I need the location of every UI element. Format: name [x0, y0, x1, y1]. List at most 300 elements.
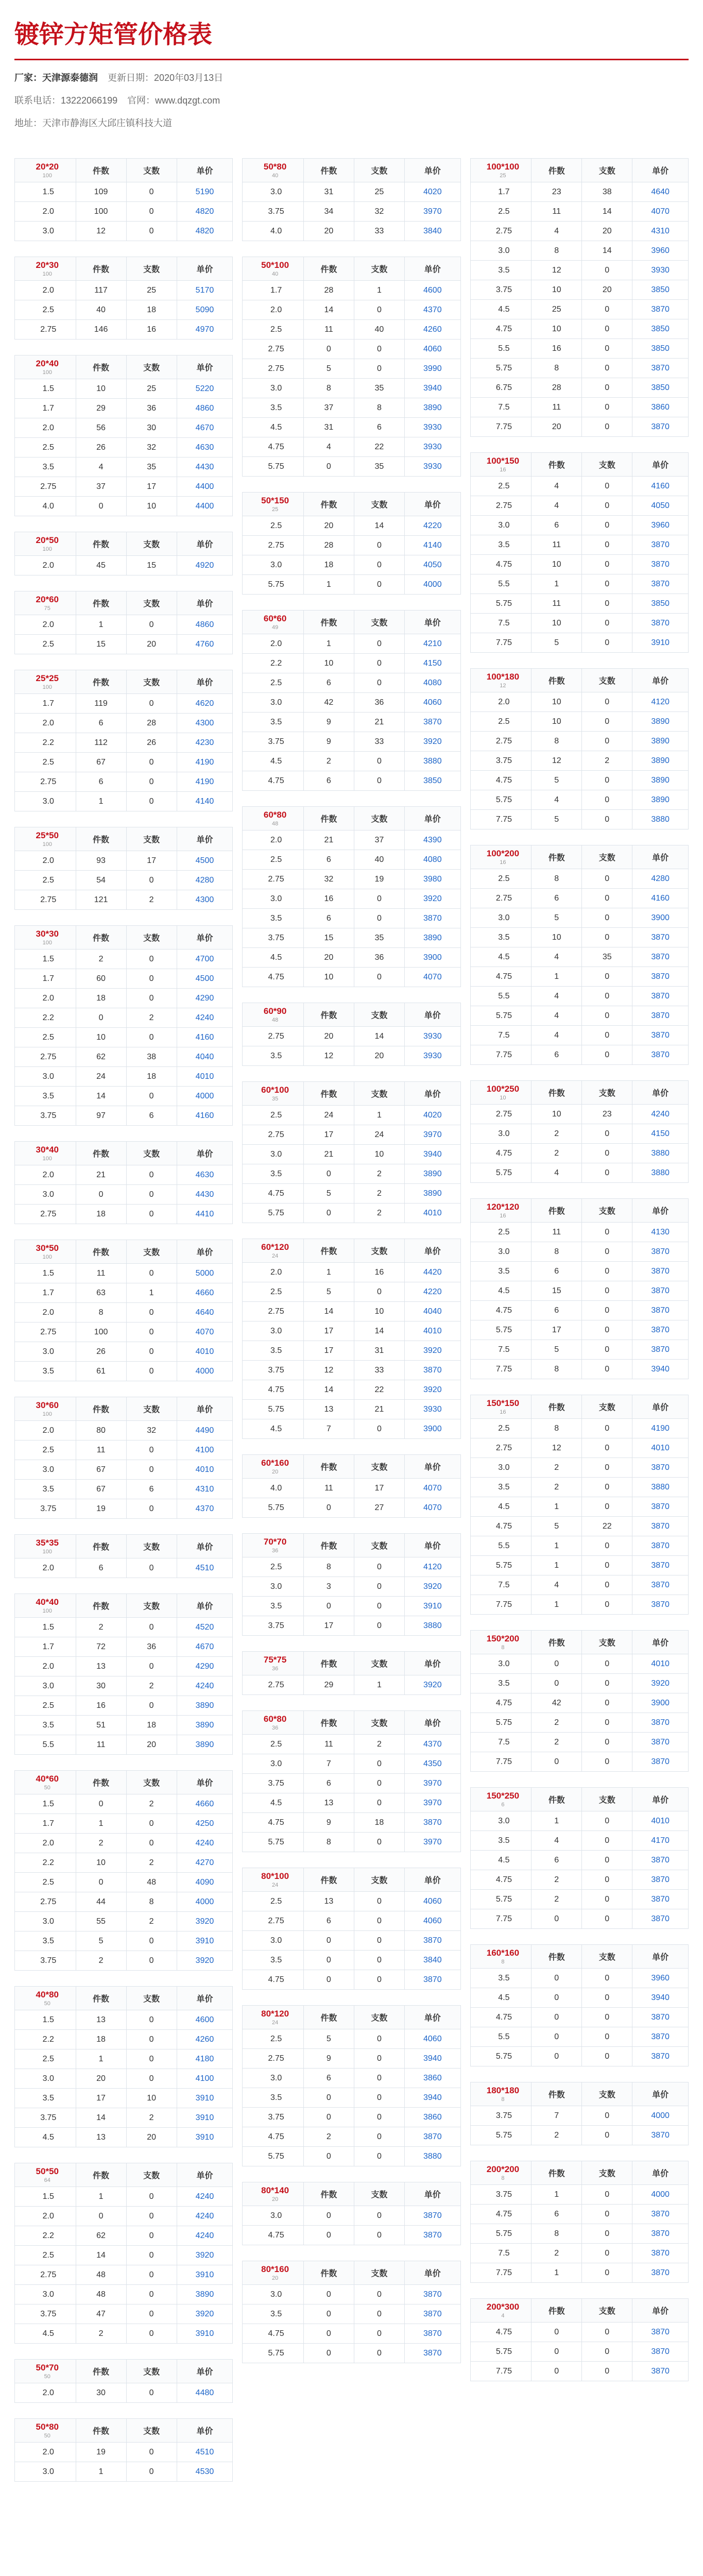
count-cell: 22 — [582, 1517, 632, 1536]
count-cell: 0 — [126, 1834, 177, 1853]
price-cell: 4600 — [404, 281, 460, 300]
pieces-cell: 12 — [531, 1438, 582, 1458]
pieces-cell: 2 — [531, 1890, 582, 1909]
pieces-cell: 28 — [531, 378, 582, 398]
header-pieces: 件数 — [531, 1945, 582, 1969]
spec-block — [14, 1594, 233, 1755]
price-cell: 4020 — [404, 1106, 460, 1125]
thickness-cell: 2.5 — [15, 753, 76, 772]
price-cell: 3870 — [404, 909, 460, 928]
pieces-cell: 8 — [531, 1360, 582, 1379]
header-count: 支数 — [126, 670, 177, 694]
count-cell: 0 — [354, 2304, 404, 2324]
spec-name-cell — [470, 1788, 531, 1811]
table-row — [470, 1124, 688, 1144]
pieces-cell: 13 — [76, 2010, 126, 2030]
price-cell: 3930 — [404, 418, 460, 437]
spec-header-row — [15, 670, 233, 694]
spec-bundle-qty: 100 — [42, 1607, 52, 1614]
pieces-cell: 4 — [531, 1006, 582, 1026]
thickness-cell: 4.5 — [243, 1419, 304, 1439]
count-cell: 0 — [582, 359, 632, 378]
spec-table — [242, 1239, 460, 1439]
count-cell: 15 — [126, 556, 177, 575]
table-row — [470, 202, 688, 222]
pieces-cell: 19 — [76, 1499, 126, 1519]
count-cell: 1 — [126, 1283, 177, 1303]
spec-table — [242, 1710, 460, 1852]
table-row — [470, 319, 688, 339]
table-row — [15, 1067, 233, 1087]
spec-block — [14, 158, 233, 241]
pieces-cell: 5 — [531, 810, 582, 829]
header-price: 单价 — [404, 257, 460, 281]
thickness-cell: 3.5 — [243, 398, 304, 418]
thickness-cell: 5.75 — [470, 2126, 531, 2145]
pieces-cell: 11 — [76, 1440, 126, 1460]
thickness-cell: 1.5 — [15, 2187, 76, 2207]
spec-name: 200*200 — [486, 2164, 520, 2174]
thickness-cell: 5.5 — [470, 574, 531, 594]
table-row — [243, 1951, 460, 1970]
price-cell: 3910 — [177, 2108, 233, 2128]
count-cell: 0 — [582, 398, 632, 417]
spec-table — [470, 2298, 689, 2381]
price-cell: 3870 — [632, 2224, 689, 2244]
price-cell: 4700 — [177, 950, 233, 969]
spec-block — [14, 670, 233, 811]
price-cell: 4310 — [177, 1480, 233, 1499]
pieces-cell: 0 — [76, 1873, 126, 1892]
price-cell: 4000 — [177, 1892, 233, 1912]
spec-header-row — [243, 2261, 460, 2285]
pieces-cell: 6 — [76, 714, 126, 733]
pieces-cell: 37 — [303, 398, 354, 418]
count-cell: 10 — [354, 1145, 404, 1164]
table-row — [243, 2029, 460, 2049]
meta-line-2 — [14, 93, 689, 108]
table-row — [15, 2304, 233, 2324]
table-row — [15, 714, 233, 733]
thickness-cell: 4.75 — [243, 1970, 304, 1990]
price-cell: 4640 — [177, 1303, 233, 1323]
spec-name: 80*140 — [261, 2185, 289, 2195]
price-cell: 4820 — [177, 222, 233, 241]
table-row — [243, 1557, 460, 1577]
pieces-cell: 4 — [531, 1831, 582, 1851]
count-cell: 0 — [582, 2263, 632, 2283]
spec-header-row — [470, 159, 688, 182]
price-cell: 4500 — [177, 851, 233, 871]
count-cell: 1 — [354, 1675, 404, 1695]
price-cell: 3930 — [404, 437, 460, 457]
price-cell: 4630 — [177, 438, 233, 457]
table-row — [470, 2323, 688, 2342]
price-column-2 — [242, 158, 460, 2379]
header-count: 支数 — [126, 2419, 177, 2443]
price-cell: 3900 — [404, 948, 460, 968]
count-cell: 32 — [126, 438, 177, 457]
thickness-cell: 3.75 — [15, 2304, 76, 2324]
thickness-cell: 4.0 — [243, 222, 304, 241]
spec-name-cell — [470, 159, 531, 182]
spec-block — [242, 2182, 460, 2245]
thickness-cell: 3.0 — [470, 516, 531, 535]
price-cell: 4160 — [632, 889, 689, 908]
count-cell: 0 — [126, 2285, 177, 2304]
thickness-cell: 2.2 — [15, 1853, 76, 1873]
count-cell: 0 — [582, 1006, 632, 1026]
header-count: 支数 — [354, 493, 404, 516]
table-row — [470, 2263, 688, 2283]
price-cell: 4120 — [632, 692, 689, 712]
thickness-cell: 2.75 — [470, 889, 531, 908]
count-cell: 8 — [354, 398, 404, 418]
table-row — [470, 1556, 688, 1575]
pieces-cell: 0 — [531, 1988, 582, 2008]
pieces-cell: 67 — [76, 753, 126, 772]
table-row — [470, 1301, 688, 1320]
pieces-cell: 20 — [76, 2069, 126, 2089]
count-cell: 0 — [354, 673, 404, 693]
factory-name: 天津源泰德润 — [42, 73, 98, 83]
count-cell: 0 — [582, 1536, 632, 1556]
count-cell: 0 — [126, 1323, 177, 1342]
count-cell: 0 — [582, 261, 632, 280]
spec-name-cell — [15, 1142, 76, 1165]
price-cell: 4670 — [177, 1637, 233, 1657]
spec-table — [14, 591, 233, 654]
price-cell: 3900 — [404, 1419, 460, 1439]
thickness-cell: 5.75 — [470, 1713, 531, 1733]
table-row — [15, 772, 233, 792]
thickness-cell: 2.75 — [243, 340, 304, 359]
header-price: 单价 — [177, 1987, 233, 2010]
thickness-cell: 2.5 — [15, 1440, 76, 1460]
thickness-cell: 3.0 — [470, 1811, 531, 1831]
header-pieces: 件数 — [531, 1395, 582, 1419]
price-cell: 4000 — [177, 1087, 233, 1106]
thickness-cell: 2.75 — [243, 2049, 304, 2069]
pieces-cell: 9 — [303, 2049, 354, 2069]
table-row — [15, 202, 233, 222]
table-row — [470, 1890, 688, 1909]
count-cell: 0 — [582, 967, 632, 987]
count-cell: 0 — [582, 771, 632, 790]
pieces-cell: 1 — [531, 1497, 582, 1517]
thickness-cell: 3.0 — [243, 1931, 304, 1951]
thickness-cell: 3.0 — [470, 1458, 531, 1478]
thickness-cell: 2.0 — [15, 1657, 76, 1676]
price-cell: 4060 — [404, 1911, 460, 1931]
thickness-cell: 3.5 — [15, 1087, 76, 1106]
spec-table — [14, 2359, 233, 2403]
pieces-cell: 8 — [531, 241, 582, 261]
table-row — [243, 1419, 460, 1439]
price-cell: 4010 — [177, 1460, 233, 1480]
spec-header-row — [470, 845, 688, 869]
thickness-cell: 7.75 — [470, 1752, 531, 1772]
count-cell: 0 — [354, 2108, 404, 2127]
page-title: 镀锌方矩管价格表 — [14, 21, 213, 48]
spec-block — [242, 1651, 460, 1695]
thickness-cell: 5.75 — [470, 2342, 531, 2362]
price-cell: 3970 — [404, 1793, 460, 1813]
spec-bundle-qty: 20 — [271, 1468, 279, 1475]
pieces-cell: 17 — [303, 1616, 354, 1636]
thickness-cell: 2.75 — [15, 320, 76, 340]
thickness-cell: 2.75 — [470, 1105, 531, 1124]
count-cell: 0 — [354, 889, 404, 909]
count-cell: 17 — [126, 477, 177, 497]
pieces-cell: 17 — [531, 1320, 582, 1340]
price-cell: 4160 — [632, 477, 689, 496]
thickness-cell: 2.5 — [243, 1282, 304, 1302]
price-cell: 3890 — [632, 790, 689, 810]
table-row — [243, 1302, 460, 1321]
pieces-cell: 0 — [531, 1969, 582, 1988]
count-cell: 6 — [354, 418, 404, 437]
spec-header-row — [15, 355, 233, 379]
spec-block — [242, 257, 460, 477]
header-pieces: 件数 — [76, 159, 126, 182]
table-row — [243, 1479, 460, 1498]
count-cell: 2 — [126, 1008, 177, 1028]
spec-header-row — [243, 1711, 460, 1735]
count-cell: 2 — [126, 1912, 177, 1931]
price-cell: 4300 — [177, 714, 233, 733]
price-cell: 4860 — [177, 615, 233, 635]
count-cell: 0 — [582, 1124, 632, 1144]
pieces-cell: 0 — [303, 2088, 354, 2108]
header-pieces: 件数 — [531, 2082, 582, 2106]
spec-bundle-qty: 36 — [271, 1724, 279, 1731]
table-row — [243, 732, 460, 752]
pieces-cell: 28 — [303, 536, 354, 555]
count-cell: 0 — [126, 871, 177, 890]
spec-table — [242, 1868, 460, 1990]
thickness-cell: 7.75 — [470, 1360, 531, 1379]
table-row — [243, 831, 460, 850]
thickness-cell: 5.75 — [470, 1556, 531, 1575]
thickness-cell: 2.75 — [243, 1911, 304, 1931]
table-row — [470, 182, 688, 202]
spec-name-cell — [15, 1397, 76, 1421]
header-count: 支数 — [126, 591, 177, 615]
spec-name: 30*30 — [36, 928, 59, 939]
thickness-cell: 3.0 — [243, 2069, 304, 2088]
pieces-cell: 4 — [303, 437, 354, 457]
count-cell: 0 — [126, 2304, 177, 2324]
count-cell: 0 — [582, 1163, 632, 1183]
thickness-cell: 3.0 — [15, 1185, 76, 1205]
header-price: 单价 — [632, 669, 689, 692]
pieces-cell: 80 — [76, 1421, 126, 1440]
spec-block — [242, 158, 460, 241]
price-cell: 3870 — [632, 1301, 689, 1320]
table-row — [470, 1360, 688, 1379]
table-row — [470, 2205, 688, 2224]
thickness-cell: 4.75 — [243, 1380, 304, 1400]
price-cell: 3970 — [404, 202, 460, 222]
table-row — [470, 261, 688, 280]
price-cell: 3890 — [632, 712, 689, 732]
table-row — [15, 2030, 233, 2049]
table-row — [470, 1517, 688, 1536]
price-cell: 4000 — [632, 2106, 689, 2126]
pieces-cell: 23 — [531, 182, 582, 202]
price-cell: 4760 — [177, 635, 233, 654]
pieces-cell: 14 — [76, 2108, 126, 2128]
table-row — [15, 1794, 233, 1814]
spec-block — [470, 452, 689, 653]
table-row — [15, 556, 233, 575]
thickness-cell: 5.75 — [470, 594, 531, 614]
count-cell: 0 — [582, 928, 632, 947]
count-cell: 0 — [582, 2027, 632, 2047]
table-row — [243, 968, 460, 987]
table-row — [470, 987, 688, 1006]
phone-number[interactable]: 13222066199 — [61, 95, 118, 106]
pieces-cell: 11 — [76, 1264, 126, 1283]
spec-bundle-qty: 100 — [42, 1253, 52, 1260]
count-cell: 0 — [126, 1087, 177, 1106]
thickness-cell: 3.5 — [15, 1480, 76, 1499]
thickness-cell: 4.75 — [470, 1144, 531, 1163]
spec-header-row — [470, 1199, 688, 1223]
pieces-cell: 10 — [531, 555, 582, 574]
pieces-cell: 29 — [303, 1675, 354, 1695]
thickness-cell: 2.2 — [15, 2226, 76, 2246]
price-cell: 3870 — [632, 1026, 689, 1045]
table-row — [470, 1478, 688, 1497]
header-price: 单价 — [632, 1788, 689, 1811]
table-row — [470, 1006, 688, 1026]
table-row — [470, 2106, 688, 2126]
pieces-cell: 4 — [531, 496, 582, 516]
thickness-cell: 7.5 — [470, 614, 531, 633]
spec-name-cell — [243, 257, 304, 281]
table-row — [470, 771, 688, 790]
spec-block — [470, 668, 689, 829]
price-cell: 3980 — [404, 870, 460, 889]
thickness-cell: 2.75 — [15, 1323, 76, 1342]
spec-name: 60*80 — [263, 1714, 287, 1724]
price-cell: 4070 — [177, 1323, 233, 1342]
table-row — [243, 1164, 460, 1184]
spec-name-cell — [243, 1239, 304, 1263]
spec-name-cell — [15, 2163, 76, 2187]
spec-table — [242, 158, 460, 241]
table-row — [243, 693, 460, 713]
header-pieces: 件数 — [303, 1711, 354, 1735]
count-cell: 0 — [582, 417, 632, 437]
count-cell: 0 — [126, 2010, 177, 2030]
thickness-cell: 2.75 — [243, 1027, 304, 1046]
pieces-cell: 31 — [303, 182, 354, 202]
table-row — [243, 1361, 460, 1380]
pieces-cell: 109 — [76, 182, 126, 202]
thickness-cell: 2.0 — [15, 2383, 76, 2403]
table-row — [15, 1106, 233, 1126]
count-cell: 0 — [354, 2069, 404, 2088]
site-link[interactable]: www.dqzgt.com — [155, 95, 220, 106]
thickness-cell: 2.5 — [243, 850, 304, 870]
price-cell: 4260 — [177, 2030, 233, 2049]
count-cell: 0 — [354, 2049, 404, 2069]
price-cell: 3860 — [632, 398, 689, 417]
price-cell: 3890 — [177, 1735, 233, 1755]
price-cell: 4660 — [177, 1283, 233, 1303]
header-pieces: 件数 — [303, 1652, 354, 1675]
spec-header-row — [470, 1788, 688, 1811]
pieces-cell: 0 — [531, 1909, 582, 1929]
header-pieces: 件数 — [76, 2163, 126, 2187]
header-pieces: 件数 — [303, 1868, 354, 1892]
table-row — [243, 1675, 460, 1695]
pieces-cell: 17 — [303, 1321, 354, 1341]
header-price: 单价 — [632, 453, 689, 477]
price-cell: 4080 — [404, 850, 460, 870]
pieces-cell: 100 — [76, 202, 126, 222]
price-cell: 4190 — [632, 1419, 689, 1438]
count-cell: 0 — [354, 2226, 404, 2245]
pieces-cell: 2 — [303, 752, 354, 771]
table-row — [470, 2362, 688, 2381]
pieces-cell: 13 — [303, 1793, 354, 1813]
thickness-cell: 5.75 — [243, 575, 304, 595]
price-column-1 — [14, 158, 233, 2497]
table-row — [470, 1320, 688, 1340]
pieces-cell: 1 — [76, 2049, 126, 2069]
count-cell: 22 — [354, 437, 404, 457]
spec-name: 100*100 — [486, 161, 520, 172]
pieces-cell: 2 — [531, 1870, 582, 1890]
table-row — [470, 222, 688, 241]
count-cell: 0 — [354, 2324, 404, 2344]
thickness-cell: 2.2 — [15, 2030, 76, 2049]
count-cell: 14 — [354, 1027, 404, 1046]
header-price: 单价 — [404, 2261, 460, 2285]
pieces-cell: 30 — [76, 1676, 126, 1696]
spec-table — [242, 2005, 460, 2166]
table-row — [470, 1733, 688, 1752]
thickness-cell: 2.75 — [243, 359, 304, 379]
spec-table — [14, 1141, 233, 1224]
table-row — [470, 594, 688, 614]
table-row — [243, 1793, 460, 1813]
pieces-cell: 8 — [303, 379, 354, 398]
thickness-cell: 2.5 — [15, 2049, 76, 2069]
table-row — [243, 1321, 460, 1341]
price-cell: 3870 — [404, 1361, 460, 1380]
price-cell: 4510 — [177, 1558, 233, 1578]
spec-name-cell — [243, 611, 304, 634]
pieces-cell: 119 — [76, 694, 126, 714]
table-row — [470, 477, 688, 496]
pieces-cell: 12 — [303, 1046, 354, 1066]
spec-bundle-qty: 48 — [271, 820, 279, 827]
count-cell: 0 — [354, 1597, 404, 1616]
pieces-cell: 6 — [303, 1774, 354, 1793]
pieces-cell: 2 — [531, 1713, 582, 1733]
table-row — [15, 1362, 233, 1381]
thickness-cell: 4.75 — [470, 2205, 531, 2224]
price-cell: 3870 — [632, 2323, 689, 2342]
price-cell: 3870 — [632, 1340, 689, 1360]
spec-bundle-qty: 24 — [271, 1882, 279, 1888]
count-cell: 0 — [582, 300, 632, 319]
